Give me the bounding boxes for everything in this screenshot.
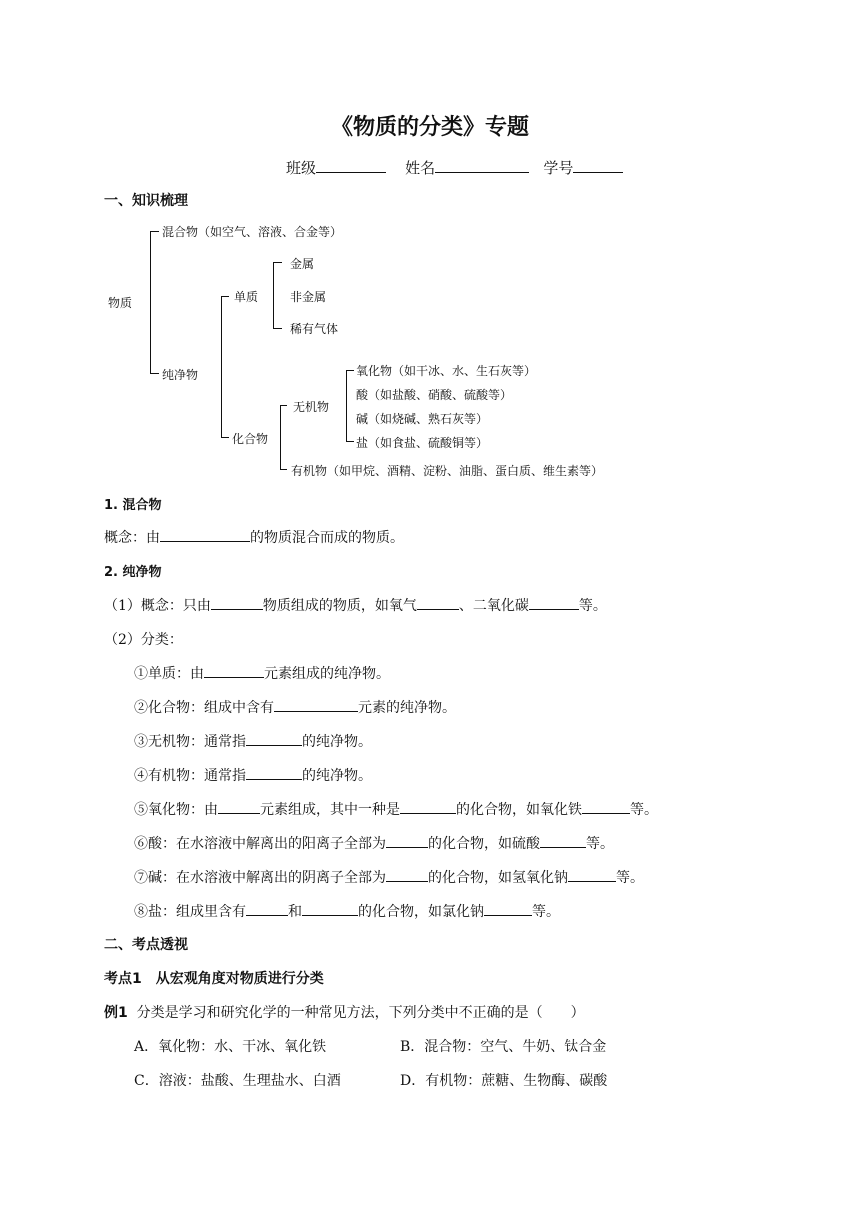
bracket-inorganic-bottom [346, 441, 354, 442]
tree-element-label: 单质 [234, 290, 259, 304]
tree-salt-label: 盐（如食盐、硫酸铜等） [356, 436, 489, 450]
blank[interactable] [204, 663, 264, 678]
tree-mixture-label: 混合物（如空气、溶液、合金等） [162, 225, 343, 239]
item-oxide: ⑤氧化物：由 元素组成，其中一种是 的化合物，如氧化铁 等。 [134, 799, 658, 819]
blank[interactable] [246, 765, 302, 780]
tree-inorganic-label: 无机物 [293, 400, 330, 414]
tree-base-label: 碱（如烧碱、熟石灰等） [356, 412, 489, 426]
section-heading-exam-points: 二、考点透视 [104, 937, 188, 953]
blank[interactable] [211, 595, 263, 610]
tree-compound-label: 化合物 [232, 432, 269, 446]
mixture-concept: 概念：由 的物质混合而成的物质。 [104, 527, 404, 547]
bracket-compound-bottom [280, 469, 287, 470]
pure-heading: 2. 纯净物 [104, 565, 162, 580]
bracket-compound-top [280, 405, 287, 406]
student-info-line [286, 157, 623, 178]
tree-oxide-label: 氧化物（如干冰、水、生石灰等） [356, 364, 537, 378]
item-element: ①单质：由 元素组成的纯净物。 [134, 663, 390, 683]
id-blank[interactable] [573, 158, 623, 173]
pure-concept: （1）概念：只由 物质组成的物质，如氧气 、二氧化碳 等。 [104, 595, 607, 615]
option-d[interactable]: D．有机物：蔗糖、生物酶、碳酸 [400, 1073, 608, 1089]
blank[interactable] [540, 833, 586, 848]
tree-organic-label: 有机物（如甲烷、酒精、淀粉、油脂、蛋白质、维生素等） [291, 464, 604, 478]
pure-classification-label: （2）分类： [104, 632, 183, 648]
item-acid: ⑥酸：在水溶液中解离出的阳离子全部为 的化合物，如硫酸 等。 [134, 833, 614, 853]
blank[interactable] [386, 833, 428, 848]
tree-metal-label: 金属 [290, 257, 315, 271]
example-label: 例1 [104, 1005, 128, 1021]
bracket-root-top [150, 231, 159, 232]
tree-noble-gas-label: 稀有气体 [290, 322, 339, 336]
blank[interactable] [417, 595, 459, 610]
blank[interactable] [484, 901, 532, 916]
blank[interactable] [246, 901, 288, 916]
bracket-element-bottom [273, 328, 282, 329]
exam-point-1: 考点1 从宏观角度对物质进行分类 [104, 971, 324, 987]
bracket-element-top [273, 262, 282, 263]
section-heading-knowledge: 一、知识梳理 [104, 193, 188, 209]
bracket-pure-top [221, 296, 229, 297]
blank[interactable] [246, 731, 302, 746]
bracket-root-bottom [150, 373, 159, 374]
bracket-inorganic [346, 370, 347, 442]
bracket-inorganic-top [346, 370, 354, 371]
option-c[interactable]: C．溶液：盐酸、生理盐水、白酒 [134, 1073, 341, 1089]
tree-acid-label: 酸（如盐酸、硝酸、硫酸等） [356, 388, 513, 402]
mixture-heading: 1. 混合物 [104, 498, 162, 513]
blank[interactable] [274, 697, 358, 712]
blank[interactable] [160, 527, 250, 542]
class-blank[interactable] [316, 158, 386, 173]
bracket-compound [280, 405, 281, 470]
bracket-element [273, 262, 274, 329]
blank[interactable] [529, 595, 579, 610]
bracket-pure-bottom [221, 437, 229, 438]
name-blank[interactable] [435, 158, 529, 173]
tree-root-label: 物质 [108, 296, 133, 310]
tree-nonmetal-label: 非金属 [290, 290, 327, 304]
blank[interactable] [400, 799, 456, 814]
page-title: 《物质的分类》专题 [330, 115, 529, 140]
item-compound: ②化合物：组成中含有 元素的纯净物。 [134, 697, 456, 717]
option-a[interactable]: A．氧化物：水、干冰、氧化铁 [134, 1039, 327, 1055]
option-b[interactable]: B．混合物：空气、牛奶、钛合金 [400, 1039, 607, 1055]
item-base: ⑦碱：在水溶液中解离出的阴离子全部为 的化合物，如氢氧化钠 等。 [134, 867, 644, 887]
example-1-question: 例1 分类是学习和研究化学的一种常见方法，下列分类中不正确的是（ ） [104, 1005, 585, 1021]
id-label: 学号 [543, 159, 574, 177]
blank[interactable] [582, 799, 630, 814]
bracket-root [150, 231, 151, 374]
blank[interactable] [218, 799, 260, 814]
blank[interactable] [302, 901, 358, 916]
item-salt: ⑧盐：组成里含有 和 的化合物，如氯化钠 等。 [134, 901, 560, 921]
class-label: 班级 [286, 159, 317, 177]
item-inorganic: ③无机物：通常指 的纯净物。 [134, 731, 372, 751]
bracket-pure [221, 296, 222, 438]
item-organic: ④有机物：通常指 的纯净物。 [134, 765, 372, 785]
blank[interactable] [568, 867, 616, 882]
blank[interactable] [386, 867, 428, 882]
tree-pure-label: 纯净物 [162, 368, 199, 382]
name-label: 姓名 [405, 159, 436, 177]
